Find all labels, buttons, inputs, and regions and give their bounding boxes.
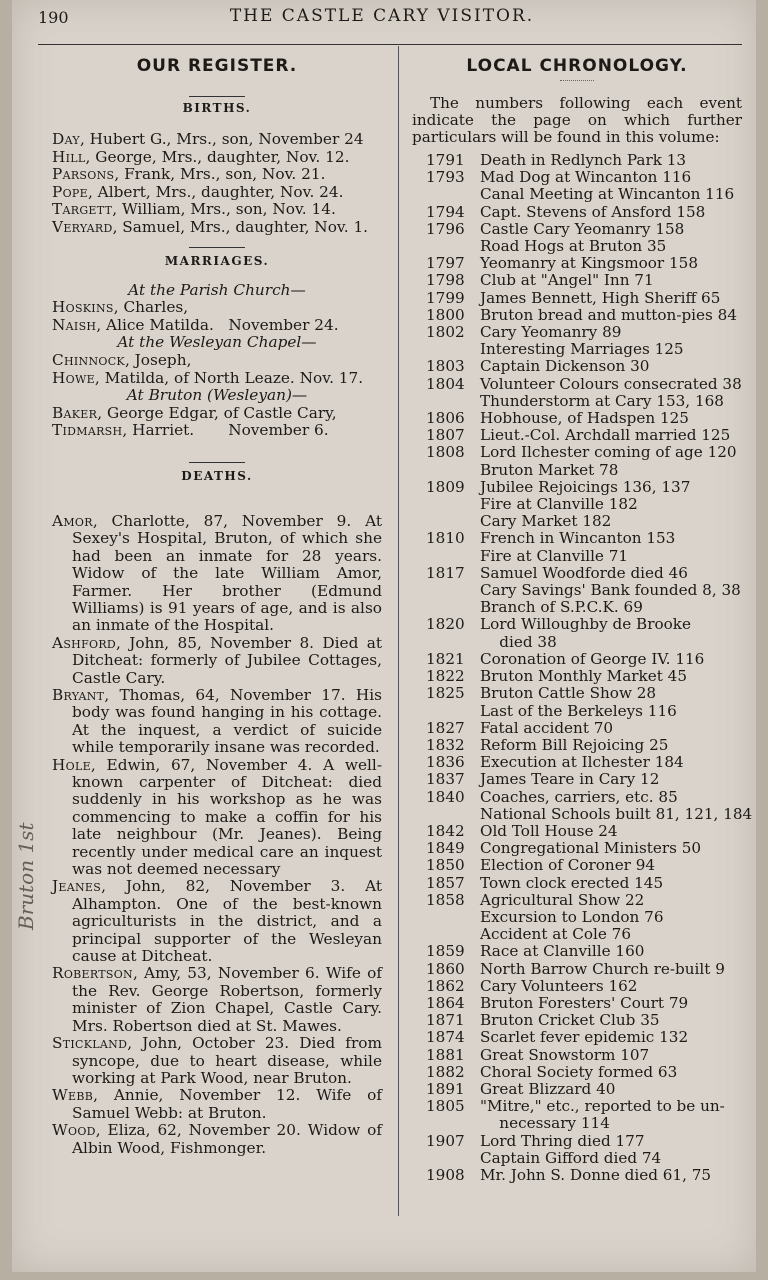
entry-text: , Amy, 53, November 6. Wife of the Rev. George Robertson, formerly minister of Zion Chapel, Castle Cary. Mrs. Robertson died at St. Mawes. [72,964,382,1035]
surname: Veryard [52,217,113,236]
birth-entry [52,131,382,149]
chronology-entry [412,376,742,393]
chronology-entry [412,307,742,324]
chronology-title: LOCAL CHRONOLOGY. [466,56,688,76]
chronology-event: Town clock erected 145 [480,873,664,892]
chronology-year: 1891 [426,1079,465,1098]
chronology-event: Lieut.-Col. Archdall married 125 [480,426,731,445]
chronology-year: 1806 [426,409,465,428]
chronology-entry [412,479,742,496]
death-entry [52,757,382,879]
chronology-entry [412,462,742,479]
births-heading: BIRTHS. [182,101,252,115]
chronology-year: 1908 [426,1165,465,1184]
chronology-year: 1857 [426,873,465,892]
chronology-year [412,926,480,943]
chronology-entry [412,1064,742,1081]
births-list [52,131,382,237]
chronology-event: Election of Coroner 94 [480,856,656,875]
chronology-entry [412,341,742,358]
chronology-entry [412,1133,742,1150]
chronology-entry [412,530,742,547]
surname: Hole [52,755,91,774]
chronology-event: Mad Dog at Wincanton 116 [480,168,692,187]
birth-entry [52,219,382,237]
chronology-entry [412,1115,742,1132]
chronology-event: necessary 114 [480,1114,610,1133]
birth-entry [52,201,382,219]
chronology-event: Fire at Clanville 182 [480,495,638,514]
surname: Bryant [52,685,105,704]
surname: Parsons [52,165,115,184]
chronology-year: 1882 [426,1062,465,1081]
chronology-entry [412,634,742,651]
chronology-entry [412,393,742,410]
entry-text: , Edwin, 67, November 4. A well-known carpenter of Ditcheat: died suddenly in his workshop as he was commencing to make a coffin for his late neighbour (Mr. Jeanes). Being recently under medical care an inquest was not deemed necessary [72,755,382,879]
deaths-heading: DEATHS. [181,468,253,483]
surname: Tidmarsh [52,421,123,440]
death-entry [52,1087,382,1122]
marriages-heading: MARRIAGES. [164,253,270,268]
running-title: THE CASTLE CARY VISITOR. [229,6,535,26]
chronology-year: 1850 [426,856,465,875]
chronology-entry [412,978,742,995]
chronology-entry [412,823,742,840]
deaths-list [52,513,382,1157]
chronology-event: Samuel Woodforde died 46 [480,563,688,582]
chronology-entry [412,1012,742,1029]
surname: Baker [52,403,98,422]
chronology-year [412,806,480,823]
entry-text: , Harriet. November 6. [122,421,329,440]
marriage-entry [52,299,382,317]
header-rule [38,44,742,45]
chronology-entry [412,1047,742,1064]
chronology-year [412,582,480,599]
chronology-entry [412,616,742,633]
surname: Hoskins [52,298,114,317]
chronology-entry [412,875,742,892]
chronology-entry [412,857,742,874]
marriage-entry [52,352,382,370]
marriage-entry [52,405,382,423]
chronology-entry [412,410,742,427]
chronology-year: 1821 [426,649,465,668]
chronology-event: Reform Bill Rejoicing 25 [480,735,669,754]
chronology-list [412,151,753,1184]
entry-text: , John, 85, November 8. Died at Ditcheat: formerly of Jubilee Cottages, Castle Cary. [72,633,382,687]
entry-text: , Albert, Mrs., daughter, Nov. 24. [87,182,344,201]
chronology-event: Race at Clanville 160 [480,942,645,961]
marriage-place: At the Wesleyan Chapel— [117,333,317,352]
chronology-year: 1832 [426,735,465,754]
chronology-year: 1842 [426,821,465,840]
chronology-year [412,496,480,513]
chronology-entry [412,358,742,375]
chronology-event: Great Blizzard 40 [480,1079,616,1098]
chronology-year [412,703,480,720]
chronology-entry [412,909,742,926]
chronology-entry [412,152,742,169]
chronology-year: 1836 [426,753,465,772]
chronology-year: 1871 [426,1011,465,1030]
chronology-entry [412,926,742,943]
chronology-year: 1808 [426,443,465,462]
chronology-entry [412,548,742,565]
chronology-entry [412,943,742,960]
chronology-entry [412,599,742,616]
chronology-event: Coronation of George IV. 116 [480,649,705,668]
chronology-year: 1797 [426,254,465,273]
page [12,0,756,1272]
chronology-event: Bruton Market 78 [480,460,619,479]
chronology-year: 1798 [426,271,465,290]
surname: Naish [52,315,97,334]
chronology-event: North Barrow Church re-built 9 [480,959,725,978]
chronology-entry [412,1167,742,1184]
chronology-event: Bruton bread and mutton-pies 84 [480,305,737,324]
chronology-year: 1804 [426,374,465,393]
surname: Webb [52,1086,94,1105]
chronology-event: French in Wincanton 153 [480,529,676,548]
chronology-entry [412,754,742,771]
entry-text: , John, 82, November 3. At Alhampton. One of the best-known agriculturists in the district, and a principal supporter of the Wesleyan cause at Ditcheat. [72,877,382,966]
chronology-entry [412,169,742,186]
birth-entry [52,166,382,184]
chronology-year: 1907 [426,1131,465,1150]
chronology-entry [412,1081,742,1098]
chronology-event: Fatal accident 70 [480,718,614,737]
death-entry [52,687,382,757]
chronology-year: 1822 [426,667,465,686]
chronology-entry [412,582,742,599]
chronology-year: 1793 [426,168,465,187]
chronology-event: Mr. John S. Donne died 61, 75 [480,1165,712,1184]
entry-text: , George Edgar, of Castle Cary, [97,403,337,422]
chronology-entry [412,324,742,341]
death-entry [52,878,382,965]
chronology-entry [412,204,742,221]
chronology-event: National Schools built 81, 121, 184 [480,804,753,823]
surname: Pope [52,182,88,201]
birth-entry [52,184,382,202]
entry-text: , Hubert G., Mrs., son, November 24 [79,130,364,148]
register-title: OUR REGISTER. [136,56,298,76]
chronology-event: Fire at Clanville 71 [480,546,629,565]
entry-text: , Joseph, [124,350,192,369]
chronology-event: Cary Yeomanry 89 [480,323,622,342]
chronology-year: 1825 [426,684,465,703]
chronology-year: 1796 [426,219,465,238]
surname: Jeanes [52,877,102,896]
marriage-place: At Bruton (Wesleyan)— [126,386,308,405]
chronology-event: Captain Dickenson 30 [480,357,650,376]
chronology-year [412,393,480,410]
surname: Ashford [52,633,117,652]
chronology-year: 1820 [426,615,465,634]
chronology-event: Choral Society formed 63 [480,1062,678,1081]
chronology-event: Scarlet fever epidemic 132 [480,1028,689,1047]
chronology-entry [412,685,742,702]
chronology-event: Last of the Berkeleys 116 [480,701,677,720]
chronology-event: Great Snowstorm 107 [480,1045,650,1064]
chronology-entry [412,444,742,461]
chronology-year [412,238,480,255]
chronology-event: James Teare in Cary 12 [480,770,660,789]
marriage-entry [52,422,382,440]
chronology-event: Thunderstorm at Cary 153, 168 [480,391,724,410]
surname: Targett [52,200,113,219]
rule [189,462,245,463]
chronology-entry [412,961,742,978]
chronology-event: Agricultural Show 22 [480,890,645,909]
entry-text: , George, Mrs., daughter, Nov. 12. [85,147,350,166]
chronology-entry [412,496,742,513]
chronology-entry [412,272,742,289]
surname: Hill [52,147,86,166]
column-divider [398,46,399,1216]
chronology-event: Captain Gifford died 74 [480,1148,662,1167]
chronology-year [412,1115,480,1132]
chronology-event: Bruton Foresters' Court 79 [480,993,689,1012]
surname: Day [52,130,80,148]
death-entry [52,1035,382,1087]
entry-text: , Charles, [113,298,189,317]
chronology-year: 1860 [426,959,465,978]
chronology-year: 1802 [426,323,465,342]
chronology-event: Club at "Angel" Inn 71 [480,271,654,290]
chronology-year: 1849 [426,839,465,858]
chronology-event: Capt. Stevens of Ansford 158 [480,202,706,221]
marriage-entry [52,317,382,335]
chronology-event: Death in Redlynch Park 13 [480,151,687,169]
page-number: 190 [38,8,69,27]
chronology-entry [412,789,742,806]
chronology-entry [412,186,742,203]
entry-text: , Frank, Mrs., son, Nov. 21. [114,165,326,184]
chronology-entry [412,892,742,909]
marriage-place: At the Parish Church— [128,280,306,299]
handwritten-margin-note: Bruton 1st [14,822,38,930]
chronology-year: 1864 [426,993,465,1012]
chronology-year: 1840 [426,787,465,806]
entry-text: , Alice Matilda. November 24. [96,315,339,334]
chronology-event: Bruton Cattle Show 28 [480,684,657,703]
chronology-entry [412,1150,742,1167]
chronology-event: Bruton Monthly Market 45 [480,667,687,686]
surname: Stickland [52,1034,128,1053]
chronology-year: 1799 [426,288,465,307]
chronology-year: 1803 [426,357,465,376]
chronology-intro: The numbers following each event indicate the page on which further particulars will be found in this volume: [412,94,742,146]
chronology-event: Yeomanry at Kingsmoor 158 [480,254,698,273]
rule [189,96,245,97]
chronology-event: James Bennett, High Sheriff 65 [480,288,721,307]
chronology-entry [412,995,742,1012]
chronology-entry [412,804,753,823]
chronology-event: Accident at Cole 76 [480,925,632,944]
chronology-year: 1817 [426,563,465,582]
entry-text: , John, October 23. Died from syncope, due to heart disease, while working at Park Wood, near Bruton. [72,1034,382,1087]
chronology-entry [412,513,742,530]
chronology-year: 1800 [426,305,465,324]
chronology-column [412,52,753,1184]
chronology-entry [412,668,742,685]
chronology-event: Castle Cary Yeomanry 158 [480,219,685,238]
chronology-event: died 38 [480,632,557,651]
chronology-event: Cary Volunteers 162 [480,976,638,995]
entry-text: , William, Mrs., son, Nov. 14. [112,200,336,219]
death-entry [52,1122,382,1157]
chronology-year: 1805 [426,1097,465,1116]
rule [189,247,245,248]
chronology-event: Hobhouse, of Hadspen 125 [480,409,689,428]
marriage-entry [52,370,382,388]
surname: Wood [52,1121,96,1140]
chronology-entry [412,255,742,272]
chronology-event: Jubilee Rejoicings 136, 137 [480,477,691,496]
chronology-year: 1791 [426,151,465,169]
chronology-year: 1881 [426,1045,465,1064]
entry-text: , Eliza, 62, November 20. Widow of Albin Wood, Fishmonger. [72,1121,382,1157]
chronology-event: Branch of S.P.C.K. 69 [480,598,643,617]
chronology-entry [412,427,742,444]
chronology-year: 1859 [426,942,465,961]
chronology-entry [412,771,742,788]
chronology-event: Lord Thring died 177 [480,1131,645,1150]
chronology-entry [412,290,742,307]
entry-text: , Samuel, Mrs., daughter, Nov. 1. [112,217,369,236]
chronology-entry [412,221,742,238]
chronology-year: 1837 [426,770,465,789]
chronology-event: Coaches, carriers, etc. 85 [480,787,678,806]
chronology-event: Bruton Cricket Club 35 [480,1011,660,1030]
chronology-event: "Mitre," etc., reported to be un- [480,1097,725,1116]
chronology-entry [412,651,742,668]
chronology-year [412,341,480,358]
entry-text: , Charlotte, 87, November 9. At Sexey's Hospital, Bruton, of which she had been an inmate for 28 years. Widow of the late William Amor, Farmer. Her brother (Edmund Williams) is 91 years of age, and is also an inmate of the Hospital. [72,511,382,635]
chronology-event: Interesting Marriages 125 [480,340,684,359]
chronology-year: 1862 [426,976,465,995]
surname: Amor [52,511,93,530]
chronology-event: Road Hogs at Bruton 35 [480,237,667,256]
entry-text: , Annie, November 12. Wife of Samuel Webb: at Bruton. [72,1086,382,1122]
chronology-year: 1794 [426,202,465,221]
chronology-year [412,462,480,479]
chronology-entry [412,238,742,255]
chronology-event: Old Toll House 24 [480,821,618,840]
chronology-entry [412,703,742,720]
chronology-event: Canal Meeting at Wincanton 116 [480,185,735,204]
chronology-year [412,599,480,616]
entry-text: , Thomas, 64, November 17. His body was found hanging in his cottage. At the inquest, a verdict of suicide while temporarily insane was recorded. [72,685,382,757]
page-header [38,6,726,32]
surname: Howe [52,368,95,387]
chronology-event: Excursion to London 76 [480,907,664,926]
birth-entry [52,149,382,167]
chronology-event: Volunteer Colours consecrated 38 [480,374,742,393]
chronology-year: 1807 [426,426,465,445]
chronology-event: Cary Market 182 [480,512,612,531]
chronology-event: Congregational Ministers 50 [480,839,702,858]
chronology-event: Execution at Ilchester 184 [480,753,684,772]
chronology-event: Lord Willoughby de Brooke [480,615,691,634]
chronology-event: Lord Ilchester coming of age 120 [480,443,737,462]
chronology-entry [412,1029,742,1046]
chronology-entry [412,840,742,857]
chronology-year: 1858 [426,890,465,909]
chronology-year [412,909,480,926]
death-entry [52,513,382,635]
surname: Robertson [52,964,133,983]
chronology-year [412,513,480,530]
chronology-year: 1874 [426,1028,465,1047]
chronology-year [412,186,480,203]
chronology-year: 1810 [426,529,465,548]
death-entry [52,635,382,687]
register-column [52,52,382,1157]
chronology-year: 1827 [426,718,465,737]
death-entry [52,965,382,1035]
surname: Chinnock [52,350,125,369]
chronology-year: 1809 [426,477,465,496]
chronology-year [412,1150,480,1167]
chronology-entry [412,720,742,737]
chronology-year [412,548,480,565]
chronology-year [412,634,480,651]
chronology-entry [412,737,742,754]
chronology-entry [412,565,742,582]
entry-text: , Matilda, of North Leaze. Nov. 17. [94,368,364,387]
chronology-event: Cary Savings' Bank founded 8, 38 [480,581,741,600]
chronology-entry [412,1098,742,1115]
